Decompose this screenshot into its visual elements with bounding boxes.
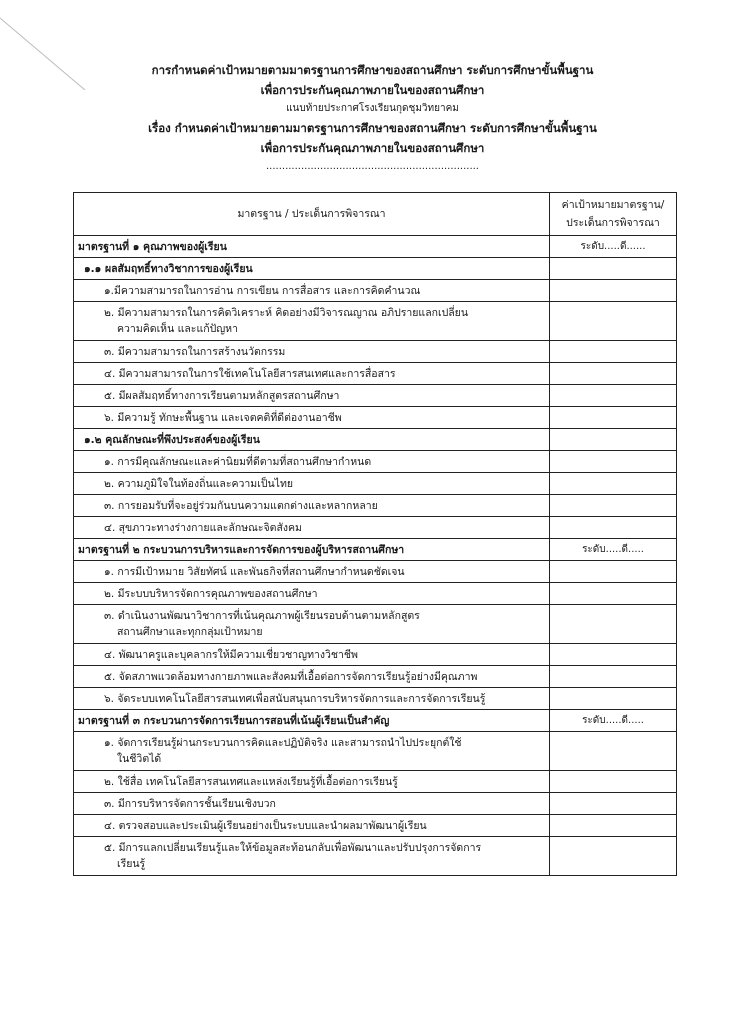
table-row xyxy=(74,837,677,876)
standard-title: มาตรฐานที่ ๑ คุณภาพของผู้เรียน xyxy=(74,236,550,258)
table-row xyxy=(74,517,677,539)
criterion-text: ๑. การมีเป้าหมาย วิสัยทัศน์ และพันธกิจที่สถานศึกษากำหนดชัดเจน xyxy=(74,561,550,583)
header-attachment-note: แนบท้ายประกาศโรงเรียนกุดชุมวิทยาคม xyxy=(286,103,459,114)
substandard-title: ๑.๒ คุณลักษณะที่พึงประสงค์ของผู้เรียน xyxy=(74,429,550,451)
column-header-target: ค่าเป้าหมายมาตรฐาน/ ประเด็นการพิจารณา xyxy=(550,193,677,236)
criterion-text: ๑. จัดการเรียนรู้ผ่านกระบวนการคิดและปฏิบัติจริง และสามารถนำไปประยุกต์ใช้ ในชีวิตได้ xyxy=(74,732,550,771)
header-dotted-line: ................................................................... xyxy=(266,161,479,172)
table-row xyxy=(74,341,677,363)
substandard-title: ๑.๑ ผลสัมฤทธิ์ทางวิชาการของผู้เรียน xyxy=(74,258,550,280)
table-row xyxy=(74,732,677,771)
header-subtitle: เพื่อการประกันคุณภาพภายในของสถานศึกษา xyxy=(260,83,485,97)
table-row xyxy=(74,302,677,341)
criterion-text: ๓. มีความสามารถในการสร้างนวัตกรรม xyxy=(74,341,550,363)
standard-row xyxy=(74,710,677,732)
table-row xyxy=(74,666,677,688)
criterion-text: ๕. จัดสภาพแวดล้อมทางกายภาพและสังคมที่เอื้อต่อการจัดการเรียนรู้อย่างมีคุณภาพ xyxy=(74,666,550,688)
criterion-text: ๓. มีการบริหารจัดการชั้นเรียนเชิงบวก xyxy=(74,793,550,815)
table-row xyxy=(74,771,677,793)
standard-title: มาตรฐานที่ ๓ กระบวนการจัดการเรียนการสอนที่เน้นผู้เรียนเป็นสำคัญ xyxy=(74,710,550,732)
criterion-text: ๑. การมีคุณลักษณะและค่านิยมที่ดีตามที่สถานศึกษากำหนด xyxy=(74,451,550,473)
target-value: ระดับ.....ดี..... xyxy=(550,539,677,561)
standard-row xyxy=(74,539,677,561)
criterion-text: ๔. ตรวจสอบและประเมินผู้เรียนอย่างเป็นระบบและนำผลมาพัฒนาผู้เรียน xyxy=(74,815,550,837)
criterion-text: ๑.มีความสามารถในการอ่าน การเขียน การสื่อสาร และการคิดคำนวณ xyxy=(74,280,550,302)
document-header xyxy=(0,60,745,174)
criterion-text: ๒. มีความสามารถในการคิดวิเคราะห์ คิดอย่างมีวิจารณญาณ อภิปรายแลกเปลี่ยน ความคิดเห็น และแก้ปัญหา xyxy=(74,302,550,341)
criterion-text: ๖. จัดระบบเทคโนโลยีสารสนเทศเพื่อสนับสนุนการบริหารจัดการและการจัดการเรียนรู้ xyxy=(74,688,550,710)
table-row xyxy=(74,561,677,583)
table-row xyxy=(74,688,677,710)
table-row xyxy=(74,385,677,407)
table-row xyxy=(74,451,677,473)
standard-row xyxy=(74,236,677,258)
criterion-text: ๔. พัฒนาครูและบุคลากรให้มีความเชี่ยวชาญทางวิชาชีพ xyxy=(74,644,550,666)
table-row xyxy=(74,363,677,385)
criterion-text: ๖. มีความรู้ ทักษะพื้นฐาน และเจตคติที่ดีต่องานอาชีพ xyxy=(74,407,550,429)
table-row xyxy=(74,815,677,837)
criterion-text: ๒. ความภูมิใจในท้องถิ่นและความเป็นไทย xyxy=(74,473,550,495)
criterion-text: ๔. สุขภาวะทางร่างกายและลักษณะจิตสังคม xyxy=(74,517,550,539)
table-row xyxy=(74,644,677,666)
table-row xyxy=(74,583,677,605)
table-row xyxy=(74,280,677,302)
substandard-row xyxy=(74,258,677,280)
target-value: ระดับ.....ดี...... xyxy=(550,236,677,258)
table-header-row xyxy=(74,193,677,236)
criterion-text: ๓. การยอมรับที่จะอยู่ร่วมกันบนความแตกต่างและหลากหลาย xyxy=(74,495,550,517)
substandard-row xyxy=(74,429,677,451)
table-row xyxy=(74,473,677,495)
criterion-text: ๒. ใช้สื่อ เทคโนโลยีสารสนเทศและแหล่งเรียนรู้ที่เอื้อต่อการเรียนรู้ xyxy=(74,771,550,793)
column-header-standard: มาตรฐาน / ประเด็นการพิจารณา xyxy=(74,193,550,236)
criterion-text: ๕. มีผลสัมฤทธิ์ทางการเรียนตามหลักสูตรสถานศึกษา xyxy=(74,385,550,407)
table-row xyxy=(74,495,677,517)
criterion-text: ๕. มีการแลกเปลี่ยนเรียนรู้และให้ข้อมูลสะท้อนกลับเพื่อพัฒนาและปรับปรุงการจัดการ เรียนรู้ xyxy=(74,837,550,876)
header-title: การกำหนดค่าเป้าหมายตามมาตรฐานการศึกษาของสถานศึกษา ระดับการศึกษาขั้นพื้นฐาน xyxy=(151,63,594,77)
header-subject-subtitle: เพื่อการประกันคุณภาพภายในของสถานศึกษา xyxy=(260,141,485,155)
criterion-text: ๓. ดำเนินงานพัฒนาวิชาการที่เน้นคุณภาพผู้เรียนรอบด้านตามหลักสูตร สถานศึกษาและทุกกลุ่มเป้าหมาย xyxy=(74,605,550,644)
target-value: ระดับ.....ดี..... xyxy=(550,710,677,732)
table-row xyxy=(74,407,677,429)
target-value xyxy=(550,258,677,280)
table-row xyxy=(74,605,677,644)
table-row xyxy=(74,793,677,815)
standards-table xyxy=(73,192,677,876)
criterion-text: ๔. มีความสามารถในการใช้เทคโนโลยีสารสนเทศและการสื่อสาร xyxy=(74,363,550,385)
criterion-text: ๒. มีระบบบริหารจัดการคุณภาพของสถานศึกษา xyxy=(74,583,550,605)
standard-title: มาตรฐานที่ ๒ กระบวนการบริหารและการจัดการของผู้บริหารสถานศึกษา xyxy=(74,539,550,561)
header-subject: เรื่อง กำหนดค่าเป้าหมายตามมาตรฐานการศึกษาของสถานศึกษา ระดับการศึกษาขั้นพื้นฐาน xyxy=(148,121,597,135)
